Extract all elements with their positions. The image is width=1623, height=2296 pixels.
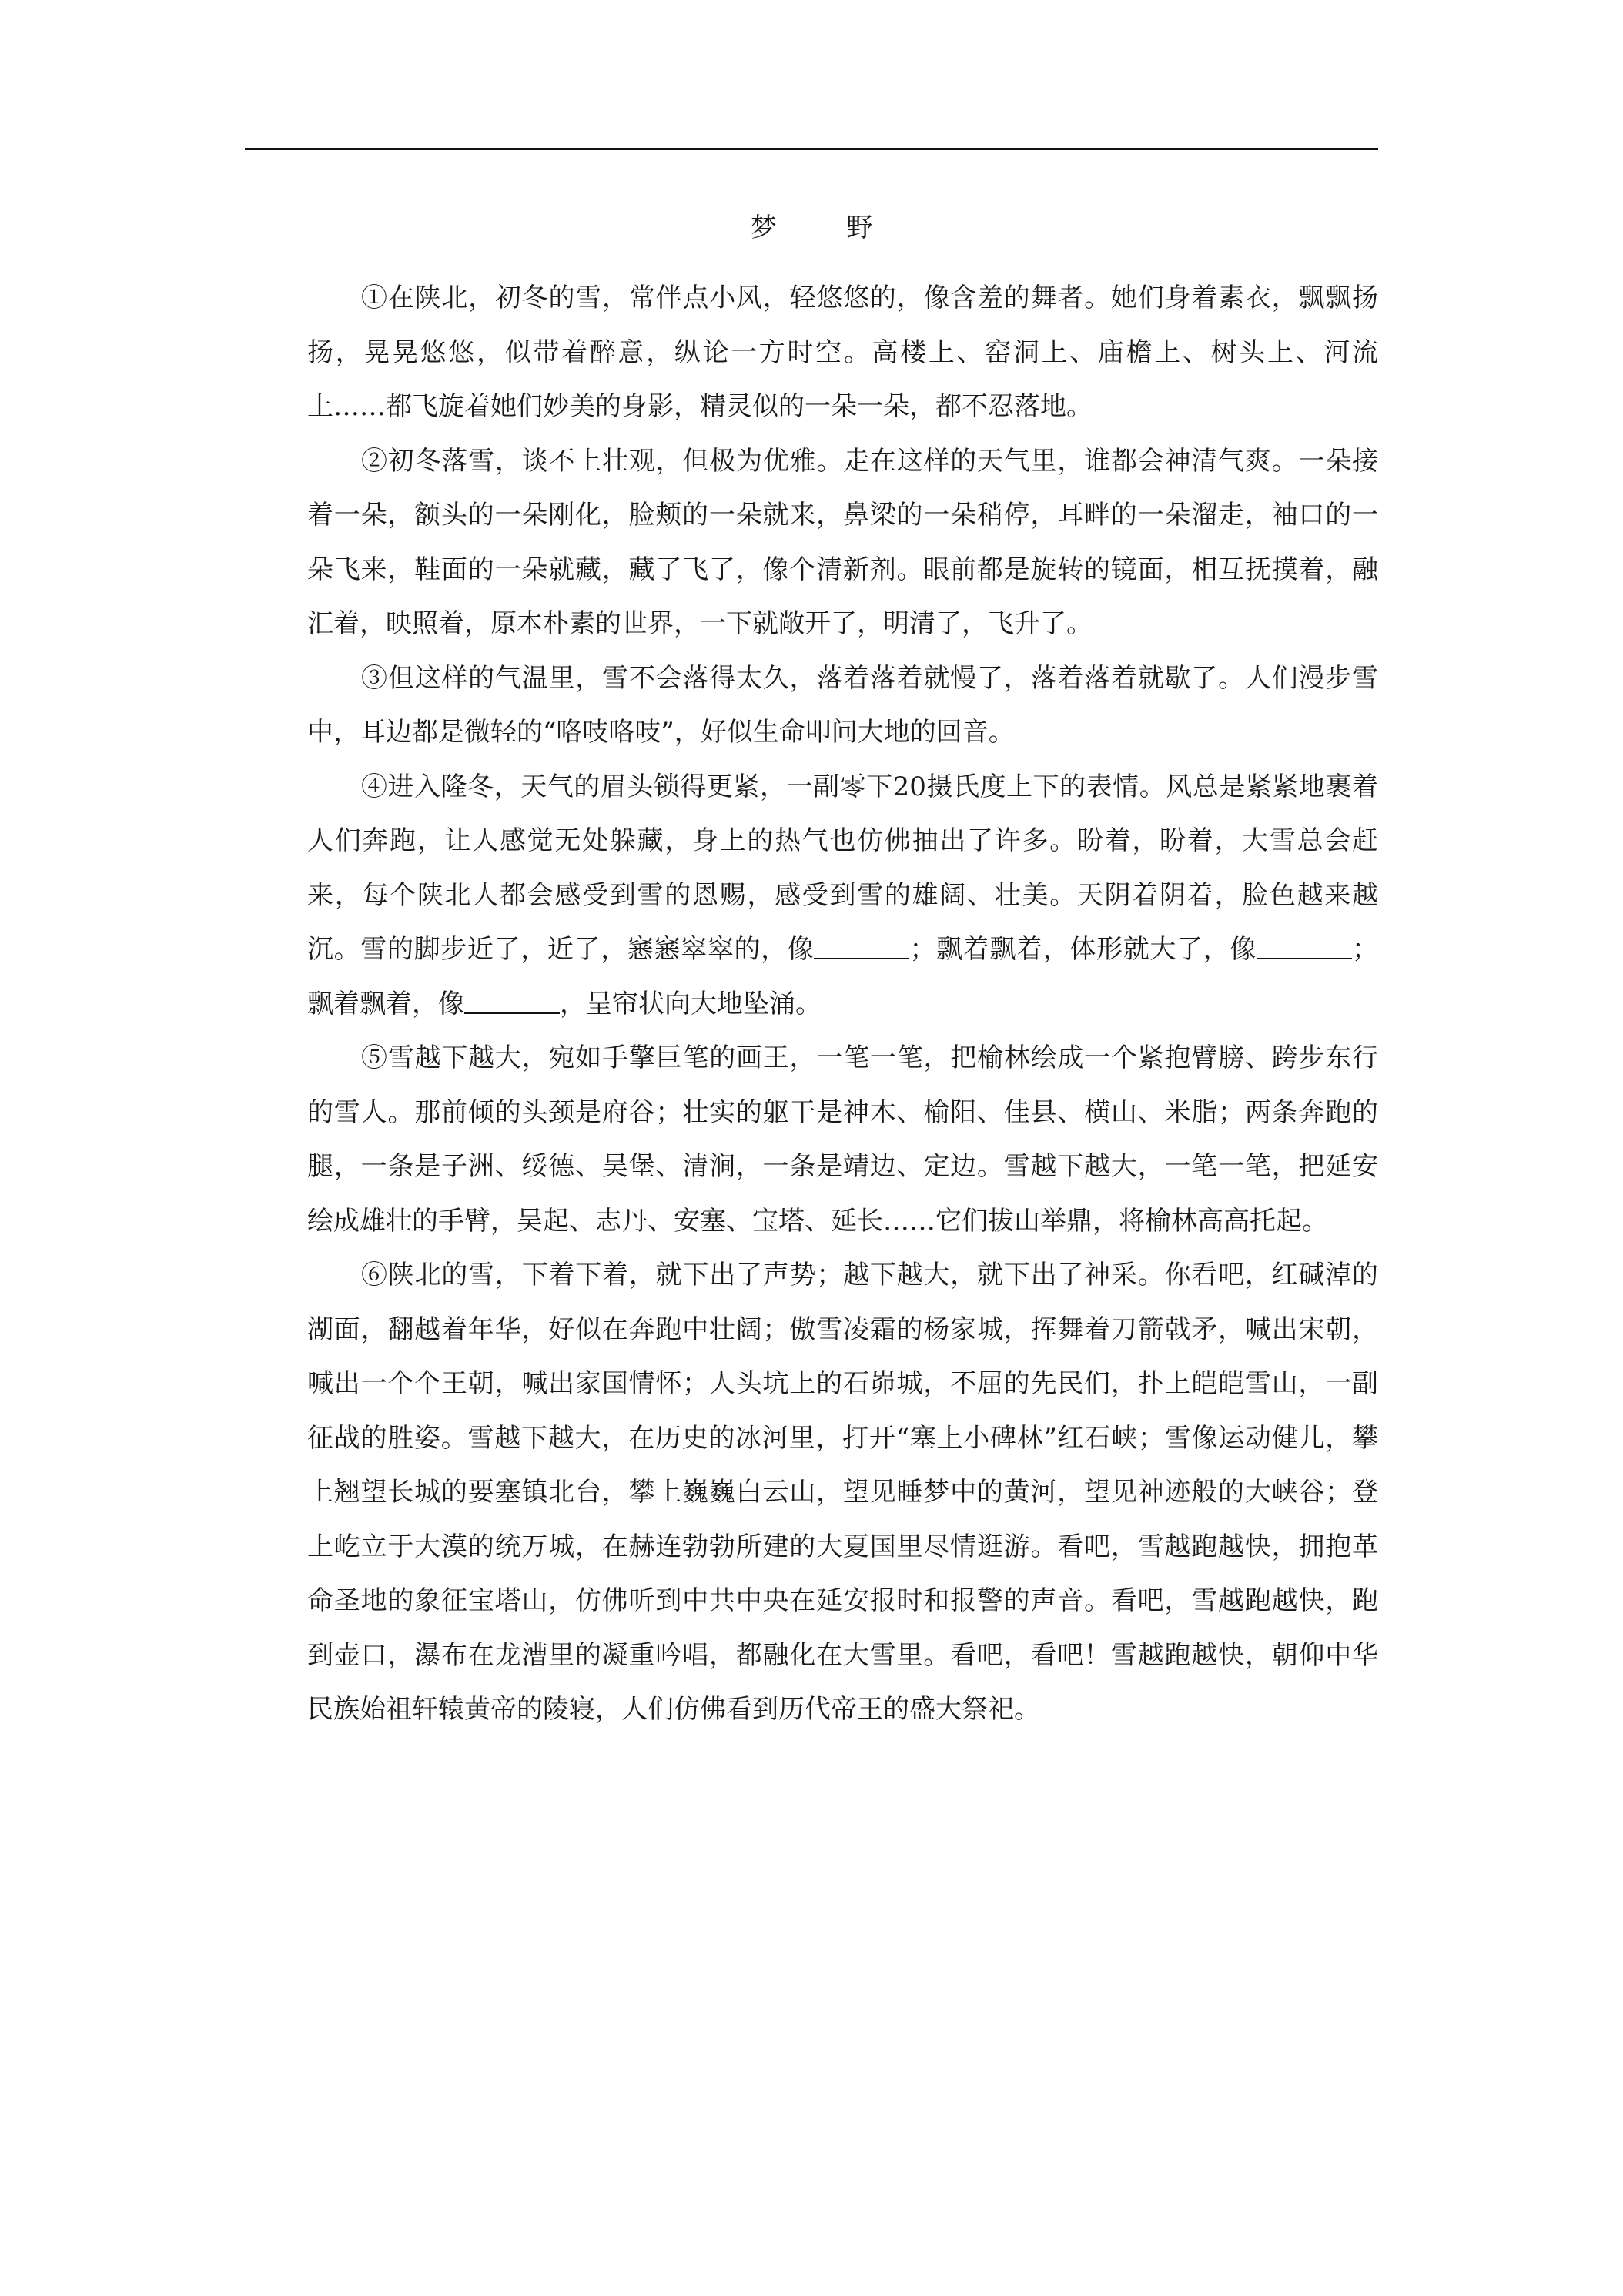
paragraph-4: [307, 760, 1378, 1032]
paragraph-6: ⑥陕北的雪，下着下着，就下出了声势；越下越大，就下出了神采。你看吧，红碱淖的湖面，翻越着年华，好似在奔跑中壮阔；傲雪凌霜的杨家城，挥舞着刀箭戟矛，喊出宋朝，喊出一个个王朝，喊出家国情怀；人头坑上的石峁城，不屈的先民们，扑上皑皑雪山，一副征战的胜姿。雪越下越大，在历史的冰河里，打开“塞上小碑林”红石峡；雪像运动健儿，攀上翘望长城的要塞镇北台，攀上巍巍白云山，望见睡梦中的黄河，望见神迹般的大峡谷；登上屹立于大漠的统万城，在赫连勃勃所建的大夏国里尽情逛游。看吧，雪越跑越快，拥抱革命圣地的象征宝塔山，仿佛听到中共中央在延安报时和报警的声音。看吧，雪越跑越快，跑到壶口，瀑布在龙漕里的凝重吟唱，都融化在大雪里。看吧，看吧！雪越跑越快，朝仰中华民族始祖轩辕黄帝的陵寝，人们仿佛看到历代帝王的盛大祭祀。: [307, 1260, 1378, 1725]
fill-blank-3: [464, 989, 560, 1014]
fill-blank-1: [814, 935, 909, 959]
header-rule: [245, 148, 1378, 150]
article-body: [308, 271, 1378, 1737]
paragraph-4-part-a: ④进入隆冬，天气的眉头锁得更紧，一副零下20摄氏度上下的表情。风总是紧紧地裹着人们奔跑，让人感觉无处躲藏，身上的热气也仿佛抽出了许多。盼着，盼着，大雪总会赶来，每个陕北人都会感受到雪的恩赐，感受到雪的雄阔、壮美。天阴着阴着，脸色越来越沉。雪的脚步近了，近了，窸窸窣窣的，像: [307, 771, 1378, 965]
paragraph-3: ③但这样的气温里，雪不会落得太久，落着落着就慢了，落着落着就歇了。人们漫步雪中，耳边都是微轻的“咯吱咯吱”，好似生命叩问大地的回音。: [307, 662, 1378, 748]
paragraph-4-part-d: ，呈帘状向大地坠涌。: [560, 988, 822, 1019]
paragraph-2: ②初冬落雪，谈不上壮观，但极为优雅。走在这样的天气里，谁都会神清气爽。一朵接着一朵，额头的一朵刚化，脸颊的一朵就来，鼻梁的一朵稍停，耳畔的一朵溜走，袖口的一朵飞来，鞋面的一朵就藏，藏了飞了，像个清新剂。眼前都是旋转的镜面，相互抚摸着，融汇着，映照着，原本朴素的世界，一下就敞开了，明清了，飞升了。: [307, 445, 1378, 639]
paragraph-1: ①在陕北，初冬的雪，常伴点小风，轻悠悠的，像含羞的舞者。她们身着素衣，飘飘扬扬，晃晃悠悠，似带着醉意，纵论一方时空。高楼上、窑洞上、庙檐上、树头上、河流上……都飞旋着她们妙美的身影，精灵似的一朵一朵，都不忍落地。: [307, 283, 1378, 422]
fill-blank-2: [1257, 935, 1352, 959]
paragraph-4-part-c: ；飘着飘着，像: [307, 934, 1378, 1019]
article-title: 梦 野: [750, 213, 904, 243]
paragraph-5: ⑤雪越下越大，宛如手擎巨笔的画王，一笔一笔，把榆林绘成一个紧抱臂膀、跨步东行的雪人。那前倾的头颈是府谷；壮实的躯干是神木、榆阳、佳县、横山、米脂；两条奔跑的腿，一条是子洲、绥德、吴堡、清涧，一条是靖边、定边。雪越下越大，一笔一笔，把延安绘成雄壮的手臂，吴起、志丹、安塞、宝塔、延长……它们拔山举鼎，将榆林高高托起。: [307, 1043, 1378, 1237]
paragraph-4-part-b: ；飘着飘着，体形就大了，像: [909, 934, 1257, 965]
